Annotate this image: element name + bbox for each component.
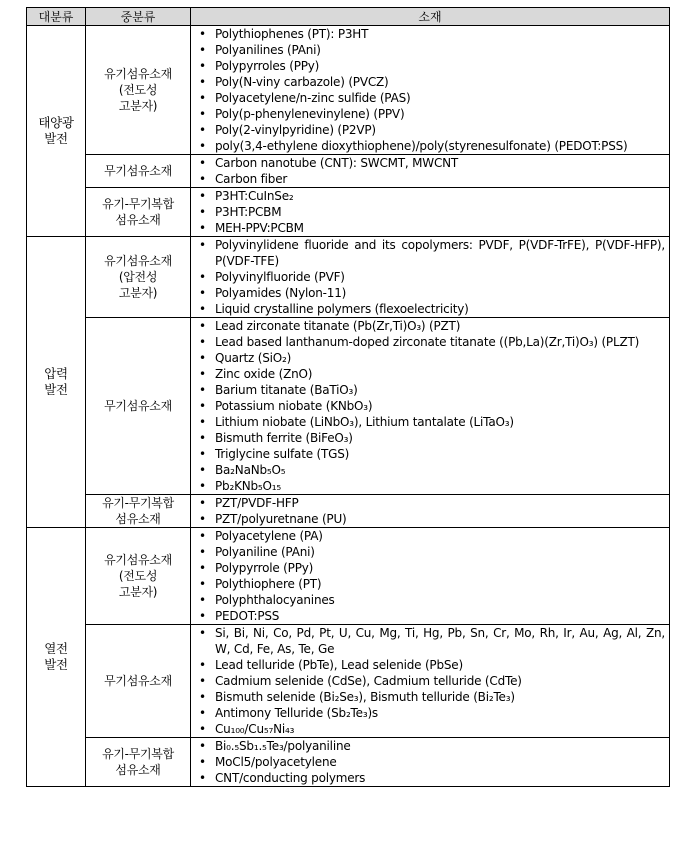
list-item [193, 204, 665, 220]
material-list-cell [191, 495, 670, 528]
list-item [193, 58, 665, 74]
bullet-icon: • [199, 383, 206, 397]
material-text: Lead zirconate titanate (Pb(Zr,Ti)O₃) (PZT) [215, 319, 461, 333]
list-item [193, 446, 665, 462]
material-text: Zinc oxide (ZnO) [215, 367, 313, 381]
minor-category [86, 26, 191, 155]
material-text: Bismuth selenide (Bi₂Se₃), Bismuth telluride (Bi₂Te₃) [215, 690, 515, 704]
list-item [193, 528, 665, 544]
list-item [193, 138, 665, 154]
bullet-icon: • [199, 690, 206, 704]
list-item [193, 705, 665, 721]
material-text: MoCl5/polyacetylene [215, 755, 337, 769]
list-item [193, 155, 665, 171]
minor-category-label: 유기섬유소재 (전도성 고분자) [104, 67, 172, 113]
bullet-icon: • [199, 609, 206, 623]
minor-category-label: 유기-무기복합 섬유소재 [102, 747, 174, 777]
table-row [27, 188, 670, 237]
material-text: P3HT:CuInSe₂ [215, 189, 294, 203]
bullet-icon: • [199, 771, 206, 785]
material-text: Antimony Telluride (Sb₂Te₃)s [215, 706, 378, 720]
bullet-icon: • [199, 755, 206, 769]
minor-category [86, 738, 191, 787]
material-list-cell [191, 155, 670, 188]
bullet-icon: • [199, 626, 206, 640]
material-text: Polyaniline (PAni) [215, 545, 315, 559]
material-list-cell [191, 26, 670, 155]
table-row [27, 237, 670, 318]
material-text: Polyvinylidene fluoride and its copolymers: PVDF, P(VDF-TrFE), P(VDF-HFP), P(VDF-TFE) [215, 238, 665, 268]
list-item [193, 592, 665, 608]
material-text: poly(3,4-ethylene dioxythiophene)/poly(styrenesulfonate) (PEDOT:PSS) [215, 139, 628, 153]
material-text: PZT/PVDF-HFP [215, 496, 299, 510]
list-item [193, 478, 665, 494]
list-item [193, 42, 665, 58]
material-text: PZT/polyuretnane (PU) [215, 512, 347, 526]
material-text: Polyacetylene/n-zinc sulfide (PAS) [215, 91, 411, 105]
minor-category-label: 무기섬유소재 [104, 399, 172, 413]
bullet-icon: • [199, 270, 206, 284]
material-list-cell [191, 625, 670, 738]
bullet-icon: • [199, 75, 206, 89]
material-text: Carbon nanotube (CNT): SWCMT, MWCNT [215, 156, 459, 170]
list-item [193, 738, 665, 754]
major-category-label: 압력 발전 [44, 366, 68, 397]
list-item [193, 511, 665, 527]
list-item [193, 754, 665, 770]
material-list-cell [191, 738, 670, 787]
material-text: Lead telluride (PbTe), Lead selenide (PbSe) [215, 658, 463, 672]
list-item [193, 366, 665, 382]
material-text: Si, Bi, Ni, Co, Pd, Pt, U, Cu, Mg, Ti, Hg, Pb, Sn, Cr, Mo, Rh, Ir, Au, Ag, Al, Zn, W, Cd, Fe, As, Te, Ge [215, 626, 665, 656]
bullet-icon: • [199, 529, 206, 543]
material-text: Triglycine sulfate (TGS) [215, 447, 350, 461]
material-text: Polyvinylfluoride (PVF) [215, 270, 345, 284]
list-item [193, 350, 665, 366]
table-row [27, 738, 670, 787]
material-list-cell [191, 528, 670, 625]
material-text: Bi₀.₅Sb₁.₅Te₃/polyaniline [215, 739, 351, 753]
list-item [193, 770, 665, 786]
bullet-icon: • [199, 447, 206, 461]
minor-category-label: 무기섬유소재 [104, 164, 172, 178]
minor-category-label: 유기섬유소재 (전도성 고분자) [104, 553, 172, 599]
table-row [27, 625, 670, 738]
list-item [193, 462, 665, 478]
minor-category [86, 495, 191, 528]
major-category-label: 태양광 발전 [38, 115, 74, 146]
bullet-icon: • [199, 593, 206, 607]
list-item [193, 90, 665, 106]
material-list [193, 237, 665, 317]
minor-category [86, 237, 191, 318]
list-item [193, 495, 665, 511]
list-item [193, 657, 665, 673]
material-text: Cu₁₀₀/Cu₅₇Ni₄₃ [215, 722, 295, 736]
material-text: Lead based lanthanum-doped zirconate titanate ((Pb,La)(Zr,Ti)O₃) (PLZT) [215, 335, 640, 349]
bullet-icon: • [199, 658, 206, 672]
material-text: Polyanilines (PAni) [215, 43, 321, 57]
list-item [193, 689, 665, 705]
materials-table [26, 7, 670, 787]
material-text: MEH-PPV:PCBM [215, 221, 304, 235]
material-list [193, 738, 665, 786]
bullet-icon: • [199, 496, 206, 510]
material-list [193, 318, 665, 494]
bullet-icon: • [199, 335, 206, 349]
minor-category [86, 528, 191, 625]
minor-category [86, 155, 191, 188]
list-item [193, 625, 665, 657]
list-item [193, 237, 665, 269]
bullet-icon: • [199, 107, 206, 121]
bullet-icon: • [199, 27, 206, 41]
table-row [27, 155, 670, 188]
material-text: Polyamides (Nylon-11) [215, 286, 347, 300]
bullet-icon: • [199, 139, 206, 153]
minor-category [86, 625, 191, 738]
material-text: CNT/conducting polymers [215, 771, 366, 785]
material-list [193, 625, 665, 737]
list-item [193, 608, 665, 624]
bullet-icon: • [199, 221, 206, 235]
bullet-icon: • [199, 43, 206, 57]
bullet-icon: • [199, 739, 206, 753]
bullet-icon: • [199, 545, 206, 559]
bullet-icon: • [199, 59, 206, 73]
bullet-icon: • [199, 479, 206, 493]
list-item [193, 673, 665, 689]
bullet-icon: • [199, 706, 206, 720]
list-item [193, 220, 665, 236]
material-text: Polythiophere (PT) [215, 577, 322, 591]
minor-category-label: 무기섬유소재 [104, 674, 172, 688]
major-category-thermo [27, 528, 86, 787]
material-text: Ba₂NaNb₅O₅ [215, 463, 286, 477]
list-item [193, 122, 665, 138]
material-list-cell [191, 318, 670, 495]
table-row [27, 318, 670, 495]
material-text: P3HT:PCBM [215, 205, 282, 219]
minor-category-label: 유기섬유소재 (압전성 고분자) [104, 254, 172, 300]
major-category-piezo [27, 237, 86, 528]
list-item [193, 398, 665, 414]
list-item [193, 382, 665, 398]
bullet-icon: • [199, 123, 206, 137]
list-item [193, 171, 665, 187]
table-row [27, 528, 670, 625]
list-item [193, 188, 665, 204]
material-list [193, 26, 665, 154]
material-list-cell [191, 237, 670, 318]
list-item [193, 430, 665, 446]
major-category-label: 열전 발전 [44, 641, 68, 672]
bullet-icon: • [199, 415, 206, 429]
material-text: Polyacetylene (PA) [215, 529, 323, 543]
bullet-icon: • [199, 431, 206, 445]
bullet-icon: • [199, 674, 206, 688]
bullet-icon: • [199, 561, 206, 575]
header-major: 대분류 [27, 8, 86, 26]
material-list [193, 528, 665, 624]
list-item [193, 414, 665, 430]
minor-category [86, 188, 191, 237]
material-text: Barium titanate (BaTiO₃) [215, 383, 358, 397]
table-row [27, 495, 670, 528]
bullet-icon: • [199, 399, 206, 413]
list-item [193, 560, 665, 576]
list-item [193, 26, 665, 42]
minor-category-label: 유기-무기복합 섬유소재 [102, 496, 174, 526]
bullet-icon: • [199, 156, 206, 170]
material-text: Cadmium selenide (CdSe), Cadmium telluride (CdTe) [215, 674, 522, 688]
list-item [193, 544, 665, 560]
list-item [193, 721, 665, 737]
list-item [193, 269, 665, 285]
list-item [193, 318, 665, 334]
material-text: Pb₂KNb₅O₁₅ [215, 479, 282, 493]
material-text: Poly(2-vinylpyridine) (P2VP) [215, 123, 376, 137]
major-category-solar [27, 26, 86, 237]
material-list [193, 495, 665, 527]
material-text: Lithium niobate (LiNbO₃), Lithium tantalate (LiTaO₃) [215, 415, 514, 429]
material-text: Poly(N-viny carbazole) (PVCZ) [215, 75, 389, 89]
material-text: Liquid crystalline polymers (flexoelectricity) [215, 302, 469, 316]
bullet-icon: • [199, 302, 206, 316]
list-item [193, 301, 665, 317]
list-item [193, 334, 665, 350]
bullet-icon: • [199, 286, 206, 300]
minor-category [86, 318, 191, 495]
bullet-icon: • [199, 577, 206, 591]
header-row [27, 8, 670, 26]
bullet-icon: • [199, 172, 206, 186]
bullet-icon: • [199, 512, 206, 526]
header-material: 소재 [191, 8, 670, 26]
list-item [193, 576, 665, 592]
header-minor: 중분류 [86, 8, 191, 26]
material-text: Carbon fiber [215, 172, 288, 186]
material-text: Bismuth ferrite (BiFeO₃) [215, 431, 353, 445]
bullet-icon: • [199, 319, 206, 333]
material-text: Quartz (SiO₂) [215, 351, 292, 365]
material-text: Polyphthalocyanines [215, 593, 335, 607]
list-item [193, 285, 665, 301]
list-item [193, 74, 665, 90]
bullet-icon: • [199, 351, 206, 365]
material-list [193, 188, 665, 236]
bullet-icon: • [199, 205, 206, 219]
material-text: Polypyrroles (PPy) [215, 59, 320, 73]
material-list-cell [191, 188, 670, 237]
material-text: Polythiophenes (PT): P3HT [215, 27, 369, 41]
bullet-icon: • [199, 91, 206, 105]
bullet-icon: • [199, 463, 206, 477]
bullet-icon: • [199, 367, 206, 381]
material-list [193, 155, 665, 187]
table-row [27, 26, 670, 155]
minor-category-label: 유기-무기복합 섬유소재 [102, 197, 174, 227]
bullet-icon: • [199, 722, 206, 736]
material-text: Potassium niobate (KNbO₃) [215, 399, 373, 413]
material-text: Poly(p-phenylenevinylene) (PPV) [215, 107, 405, 121]
table-body [27, 26, 670, 787]
material-text: PEDOT:PSS [215, 609, 280, 623]
material-text: Polypyrrole (PPy) [215, 561, 314, 575]
bullet-icon: • [199, 238, 206, 252]
bullet-icon: • [199, 189, 206, 203]
list-item [193, 106, 665, 122]
